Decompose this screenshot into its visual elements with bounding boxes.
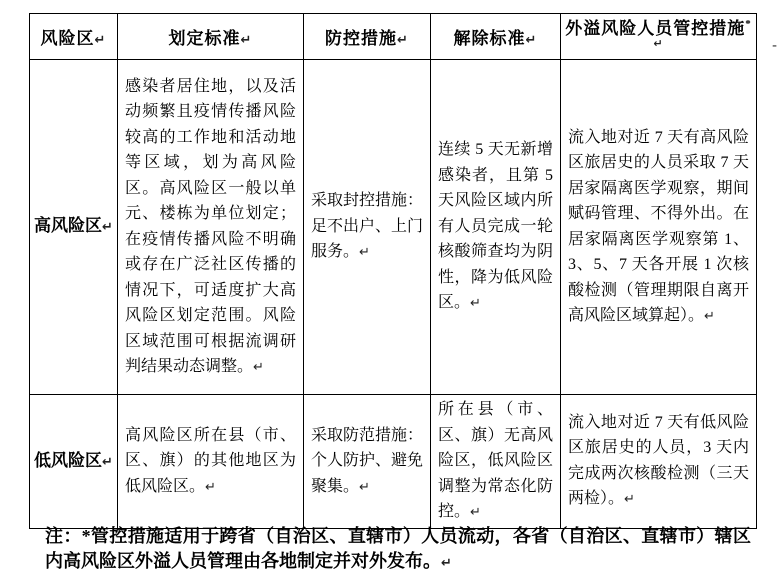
footnote-text: 注：*管控措施适用于跨省（自治区、直辖市）人员流动，各省（自治区、直辖市）辖区内高风险区外溢人员管理由各地制定并对外发布。	[45, 526, 751, 571]
header-label: 风险区	[40, 29, 95, 48]
return-mark-icon: ↵	[704, 309, 715, 324]
table-row-low-risk	[30, 395, 757, 529]
return-mark-icon: ↵	[470, 505, 481, 520]
return-mark-icon: ↵	[359, 479, 370, 495]
cell-text: 采取封控措施：足不出户、上门服务。	[311, 192, 424, 261]
cell-text: 连续 5 天无新增感染者，且第 5 天风险区域内所有人员完成一轮核酸筛查均为阴性，降为低风险区。	[438, 141, 553, 312]
header-label: 解除标准	[453, 29, 526, 48]
cell-low-risk-zone-label	[30, 395, 118, 529]
return-mark-icon: ↵	[240, 33, 253, 48]
return-mark-icon: ↵	[470, 296, 481, 312]
cell-low-risk-criteria	[118, 395, 304, 529]
zone-label: 高风险区	[34, 216, 103, 236]
header-release	[431, 14, 561, 60]
zone-label: 低风险区	[34, 450, 103, 470]
header-criteria	[118, 14, 304, 60]
return-mark-icon: ↵	[624, 492, 635, 508]
cell-text: 感染者居住地，以及活动频繁且疫情传播风险较高的工作地和活动地等区域，划为高风险区。高风险区一般以单元、楼栋为单位划定；在疫情传播风险不明确或存在广泛社区传播的情况下，可适度扩大高风险区划定范围。风险区域范围可根据流调研判结果动态调整。	[125, 77, 296, 375]
return-mark-icon: ↵	[253, 360, 264, 375]
header-spillover	[561, 14, 757, 60]
return-mark-icon: ↵	[94, 33, 107, 48]
cell-text: 流入地对近 7 天有高风险区旅居史的人员采取 7 天居家隔离医学观察，期间赋码管理、不得外出。在居家隔离医学观察第 1、3、5、7 天各开展 1 次核酸检测（管理期限自离开高风险区域算起）。	[568, 128, 749, 324]
return-mark-icon: ↵	[205, 479, 216, 495]
cell-text: 流入地对近 7 天有低风险区旅居史的人员，3 天内完成两次核酸检测（三天两检）。	[568, 413, 749, 508]
header-label: 外溢风险人员管控措施	[565, 19, 746, 38]
footnote	[45, 524, 751, 576]
cell-high-risk-measures	[304, 60, 431, 395]
return-mark-icon: ↵	[653, 37, 664, 51]
return-mark-icon: ↵	[525, 33, 538, 48]
return-mark-icon: ↵	[359, 245, 370, 261]
return-mark-icon: ↵	[102, 454, 113, 470]
cell-high-risk-spillover	[561, 60, 757, 395]
risk-zone-table	[29, 13, 757, 529]
cell-text: 所在县（市、区、旗）无高风险区，低风险区调整为常态化防控。	[438, 401, 553, 520]
header-risk-zone	[30, 14, 118, 60]
cell-low-risk-spillover	[561, 395, 757, 529]
cell-high-risk-release	[431, 60, 561, 395]
table-row-high-risk	[30, 60, 757, 395]
return-mark-icon: ↵	[441, 556, 452, 571]
anchor-dash-mark: -	[772, 38, 778, 54]
return-mark-icon: ↵	[397, 33, 409, 48]
return-mark-icon: ↵	[102, 220, 113, 236]
header-label: 防控措施	[325, 29, 398, 48]
header-label: 划定标准	[168, 29, 241, 48]
header-row	[30, 14, 757, 60]
header-measures	[304, 14, 431, 60]
cell-text: 高风险区所在县（市、区、旗）的其他地区为低风险区。	[125, 426, 296, 495]
cell-low-risk-release	[431, 395, 561, 529]
cell-high-risk-zone-label	[30, 60, 118, 395]
cell-text: 采取防范措施：个人防护、避免聚集。	[311, 426, 424, 495]
cell-low-risk-measures	[304, 395, 431, 529]
footnote-asterisk: *↵	[653, 18, 752, 51]
cell-high-risk-criteria	[118, 60, 304, 395]
